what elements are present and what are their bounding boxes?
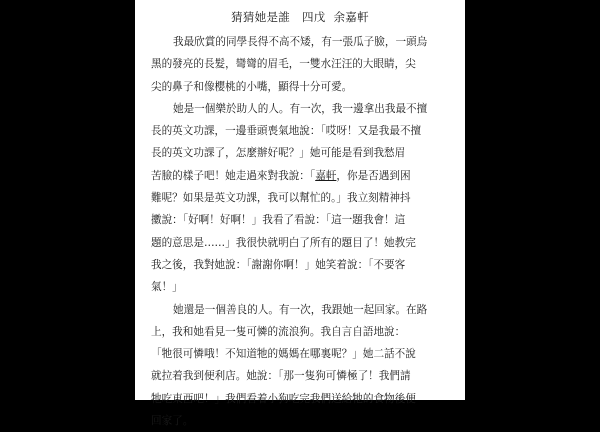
text-line: 她還是一個善良的人。有一次，我跟她一起回家。在路 (173, 303, 428, 316)
text-segment: 苦臉的樣子吧！她走過來對我說：「 (151, 169, 316, 182)
text-line: 牠吃東西吧！」我們看着小狗吃完我們送給牠的食物後便 (151, 392, 416, 405)
text-line: 長的英文功課，一邊垂頭喪氣地說：「哎呀！又是我最不擅 (151, 125, 422, 138)
text-line: 我之後，我對她說：「謝謝你啊！」她笑着說：「不要客 (151, 258, 406, 271)
text-line: 黑的發亮的長髮，彎彎的眉毛，一雙水汪汪的大眼睛，尖 (151, 58, 416, 71)
paragraph-2 (151, 98, 449, 299)
text-line: 難呢？如果是英文功課，我可以幫忙的。」我立刻精神抖 (151, 192, 411, 205)
paragraph-1 (151, 31, 449, 98)
text-line: 我最欣賞的同學長得不高不矮，有一張瓜子臉，一頭烏 (173, 36, 428, 48)
document-page (135, 0, 465, 428)
class-label: 四戊 (301, 10, 326, 24)
text-line (151, 165, 449, 187)
text-line: 就拉着我到便利店。她說：「那一隻狗可憐極了！我們請 (151, 370, 411, 383)
text-line: 長的英文功課了，怎麼辦好呢？」她可能是看到我愁眉 (151, 147, 406, 160)
text-line: 氣！」 (151, 281, 183, 294)
text-line: 尖的鼻子和像櫻桃的小嘴，顯得十分可愛。 (151, 80, 353, 93)
essay-title: 猜猜她是誰 (231, 10, 291, 24)
text-line: 她是一個樂於助人的人。有一次，我一邊拿出我最不擅 (173, 102, 428, 115)
text-segment: ，你是否遇到困 (336, 169, 411, 182)
text-line: 題的意思是……」我很快就明白了所有的題目了！她教完 (151, 236, 416, 249)
paragraph-3 (151, 299, 449, 432)
text-line: 回家了。 (151, 415, 194, 428)
text-line: 擻說：「好啊！好啊！」我看了看說：「這一題我會！這 (151, 214, 406, 227)
author-name: 余嘉軒 (333, 10, 369, 24)
essay-header (151, 9, 449, 25)
text-line: 上，我和她看見一隻可憐的流浪狗。我自言自語地說： (151, 325, 406, 338)
underlined-name: 嘉軒 (315, 169, 337, 182)
text-line: 「牠很可憐哦！不知道牠的媽媽在哪裏呢？」她二話不說 (151, 348, 416, 361)
